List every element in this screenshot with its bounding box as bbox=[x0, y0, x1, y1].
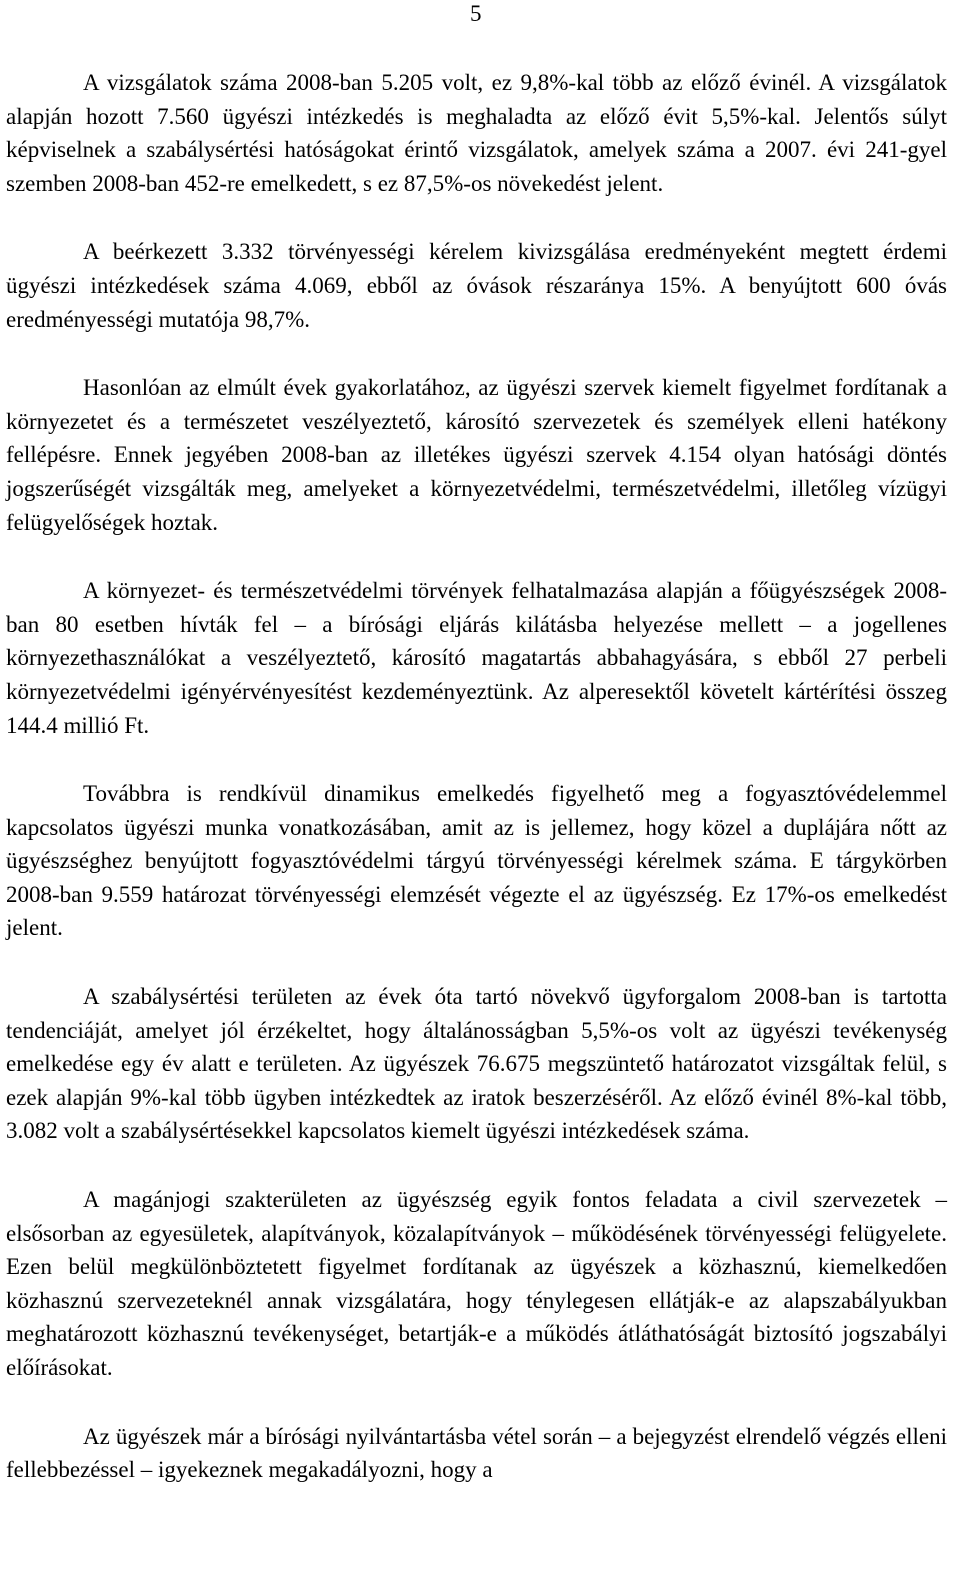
paragraph-consumer-protection: Továbbra is rendkívül dinamikus emelkedés figyelhető meg a fogyasztóvédelemmel kapcsolatos ügyészi munka vonatkozásában, amit az is jellemez, hogy közel a duplájára nőtt az ügyészséghez benyújtott fogyasztóvédelmi tárgyú törvényességi kérelmek száma. E tárgykörben 2008-ban 9.559 határozat törvényességi elemzését végezte el az ügyészség. Ez 17%-os emelkedést jelent. bbox=[6, 781, 947, 941]
document-body bbox=[6, 66, 947, 1487]
paragraph-environment-oversight: Hasonlóan az elmúlt évek gyakorlatához, az ügyészi szervek kiemelt figyelmet fordítanak a környezetet és a természetet veszélyeztető, károsító szervezetek és személyek elleni hatékony fellépésre. Ennek jegyében 2008-ban az illetékes ügyészi szervek 4.154 olyan hatósági döntés jogszerűségét vizsgálták meg, amelyeket a környezetvédelmi, természetvédelmi, illetőleg vízügyi felügyelőségek hoztak. bbox=[6, 375, 947, 535]
paragraph-legality-requests: A beérkezett 3.332 törvényességi kérelem kivizsgálása eredményeként megtett érdemi ügyészi intézkedések száma 4.069, ebből az óvások részaránya 15%. A benyújtott 600 óvás eredményességi mutatója 98,7%. bbox=[6, 239, 947, 332]
paragraph-environment-litigation: A környezet- és természetvédelmi törvények felhatalmazása alapján a főügyészségek 2008-ban 80 esetben hívták fel – a bírósági eljárás kilátásba helyezése mellett – a jogellenes környezethasználókat a veszélyeztető, károsító magatartás abbahagyására, s ebből 27 perbeli környezetvédelmi igényérvényesítést kezdeményeztünk. Az alperesektől követelt kártérítési összeg 144.4 millió Ft. bbox=[6, 578, 947, 738]
paragraph-court-registration: Az ügyészek már a bírósági nyilvántartásba vétel során – a bejegyzést elrendelő végzés elleni fellebbezéssel – igyekeznek megakadályozni, hogy a bbox=[6, 1423, 947, 1483]
paragraph-inspections: A vizsgálatok száma 2008-ban 5.205 volt, ez 9,8%-kal több az előző évinél. A vizsgálatok alapján hozott 7.560 ügyészi intézkedés is meghaladta az előző évit 5,5%-kal. Jelentős súlyt képviselnek a szabálysértési hatóságokat érintő vizsgálatok, amelyek száma a 2007. évi 241-gyel szemben 2008-ban 452-re emelkedett, s ez 87,5%-os növekedést jelent. bbox=[6, 70, 947, 196]
paragraph-petty-offences: A szabálysértési területen az évek óta tartó növekvő ügyforgalom 2008-ban is tartotta tendenciáját, amelyet jól érzékeltet, hogy általánosságban 5,5%-os volt az ügyészi tevékenység emelkedése egy év alatt e területen. Az ügyészek 76.675 megszüntető határozatot vizsgáltak felül, s ezek alapján 9%-kal több ügyben intézkedtek az iratok beszerzéséről. Az előző évinél 8%-kal több, 3.082 volt a szabálysértésekkel kapcsolatos kiemelt ügyészi intézkedések száma. bbox=[6, 984, 947, 1144]
page-number: 5 bbox=[470, 1, 482, 26]
paragraph-civil-law: A magánjogi szakterületen az ügyészség egyik fontos feladata a civil szervezetek – elsősorban az egyesületek, alapítványok, közalapítványok – működésének törvényességi felügyelete. Ezen belül megkülönböztetett figyelmet fordítanak az ügyészek a közhasznú, kiemelkedően közhasznú szervezeteknél annak vizsgálatára, hogy ténylegesen ellátják-e az alapszabályukban meghatározott közhasznú tevékenységet, betartják-e a működés átláthatóságát biztosító jogszabályi előírásokat. bbox=[6, 1187, 947, 1380]
